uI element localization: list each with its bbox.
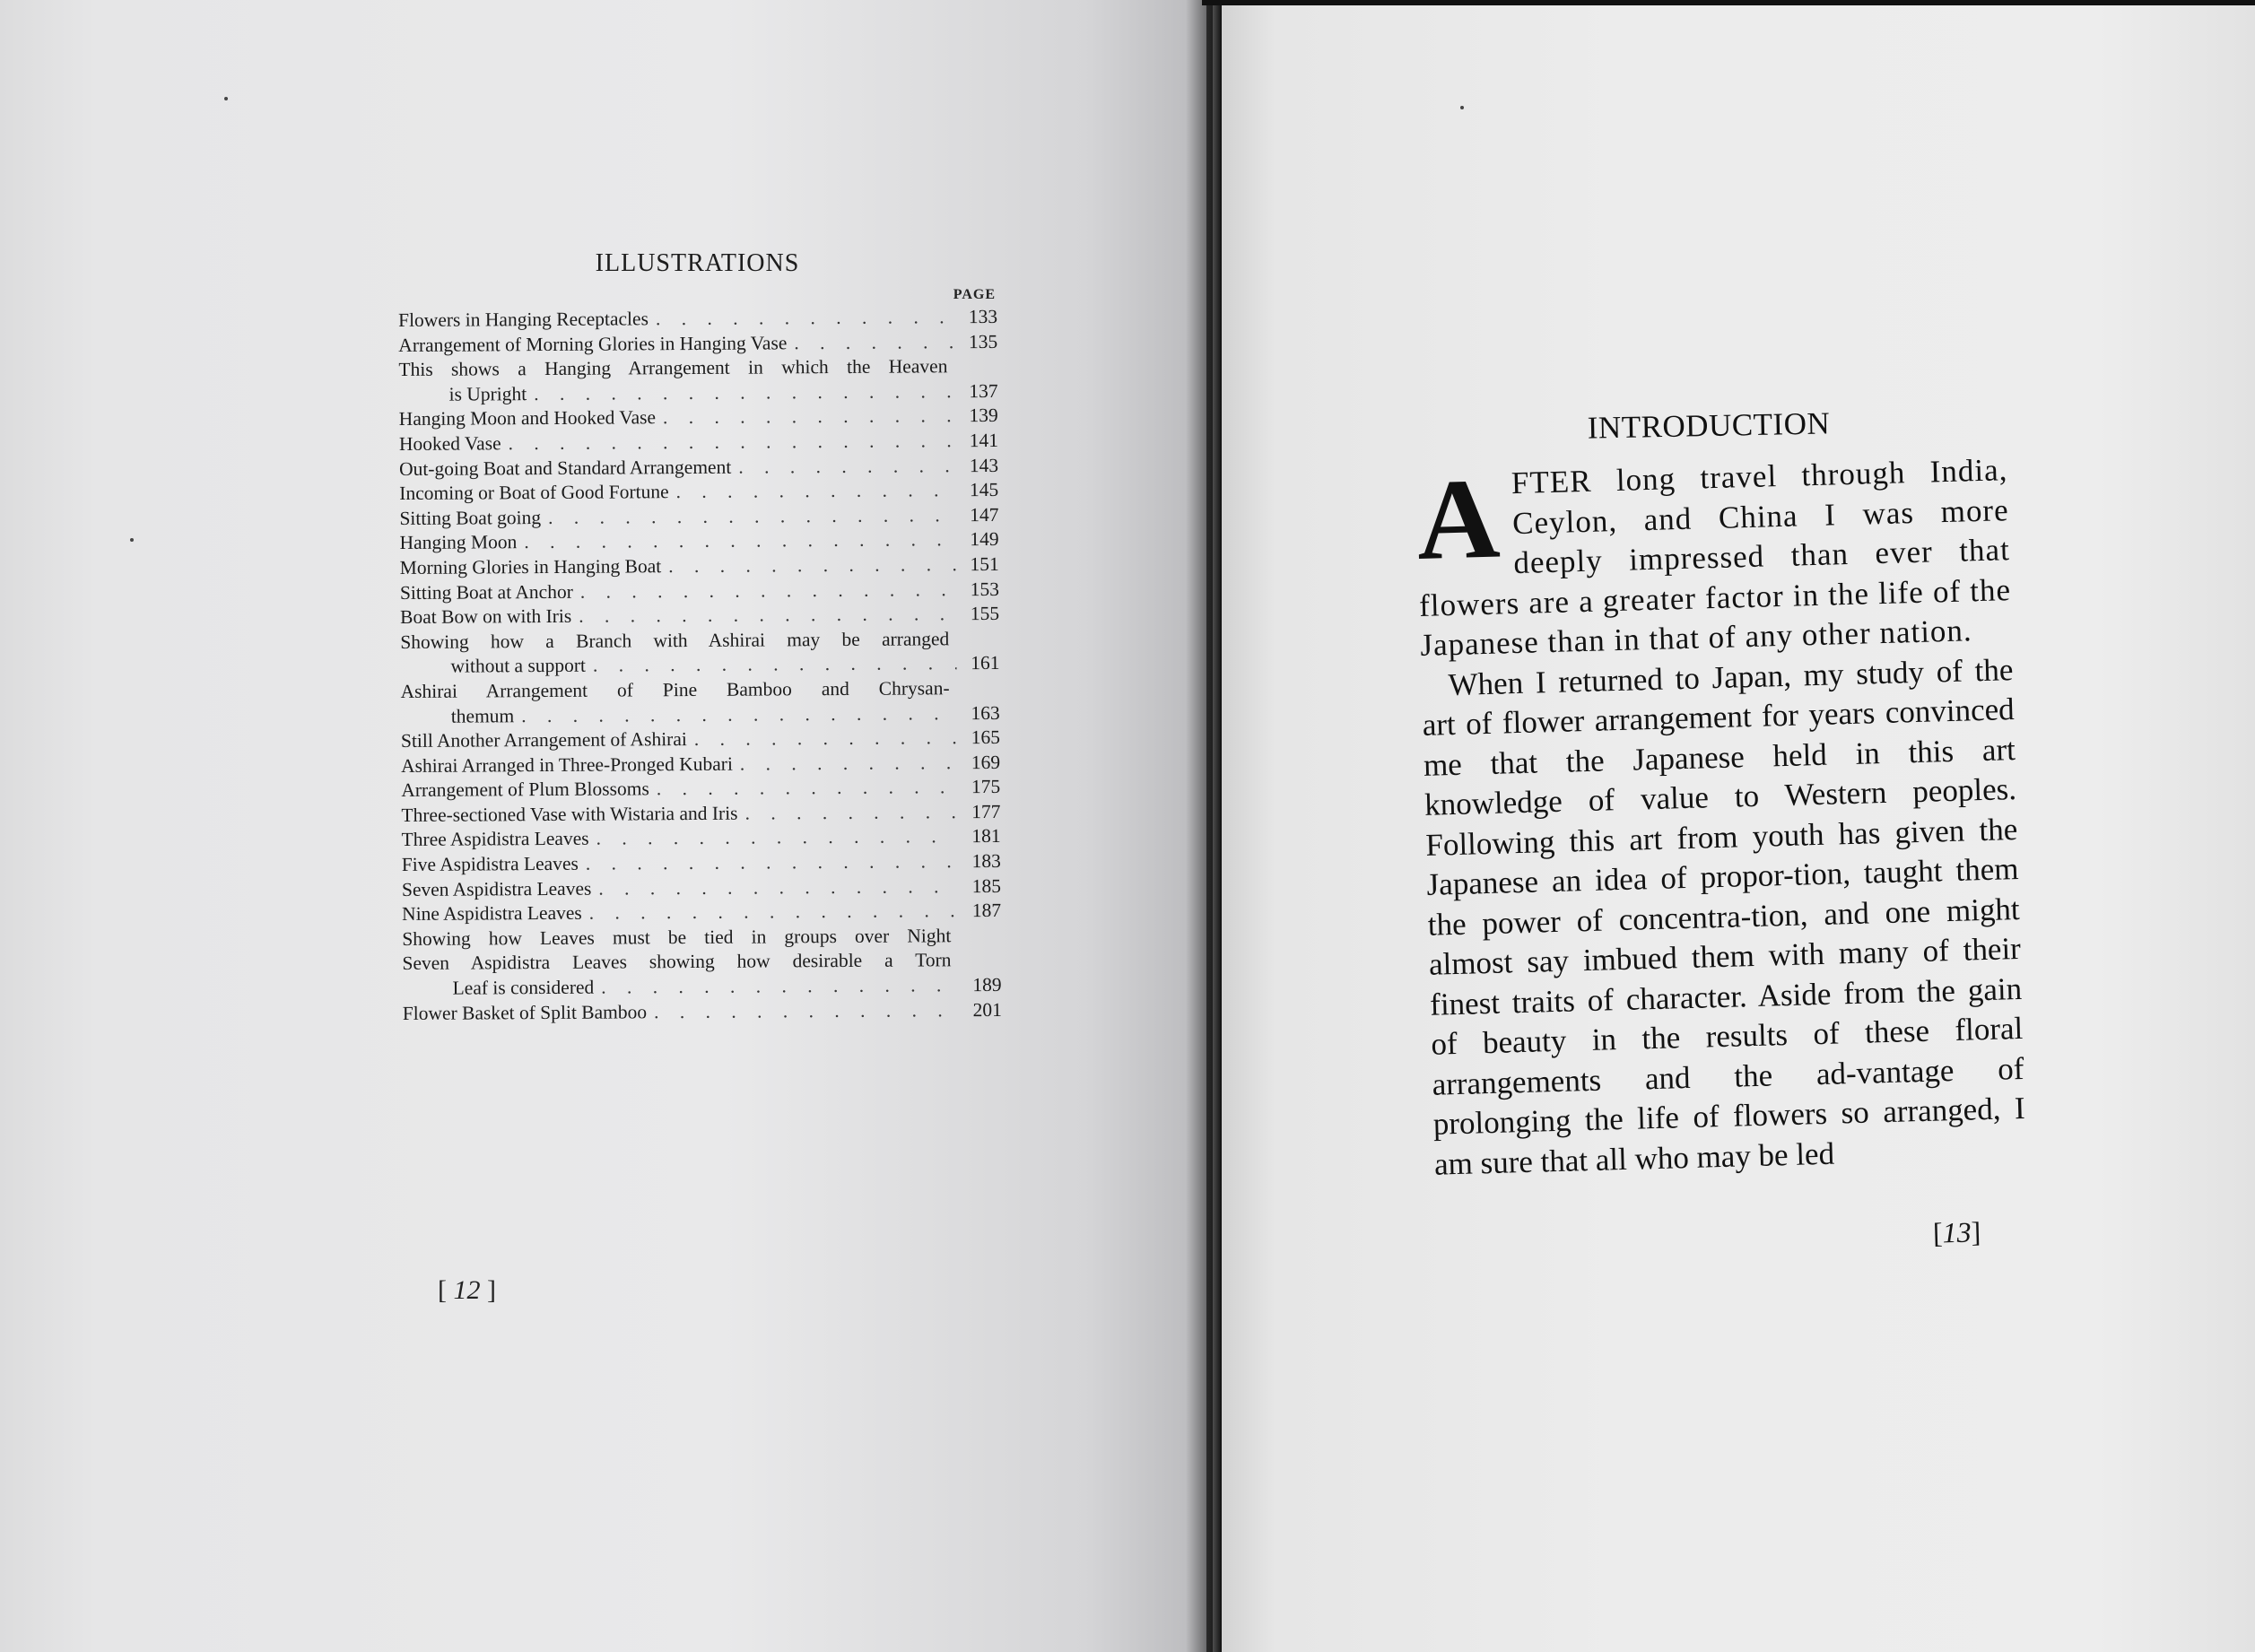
illustration-entry — [400, 627, 999, 656]
illustration-page-number: 181 — [971, 825, 1001, 848]
illustration-title: Five Aspidistra Leaves — [401, 852, 579, 876]
left-page-number: [ 12 ] — [438, 1275, 496, 1305]
introduction-paragraph-1 — [1415, 450, 2013, 665]
illustration-page-number: 153 — [970, 578, 999, 600]
illustration-entry — [401, 800, 1000, 829]
illustration-title: Showing how Leaves must be tied in groups over Night — [402, 925, 952, 950]
left-folio-number: 12 — [453, 1275, 481, 1305]
right-page-number: [13] — [1932, 1215, 1981, 1249]
illustration-title: Hanging Moon — [399, 531, 518, 554]
illustration-page-number: 175 — [971, 776, 1001, 798]
illustration-entry — [401, 726, 1000, 754]
illustration-title: Flower Basket of Split Bamboo — [402, 1000, 648, 1024]
illustration-page-number: 147 — [970, 503, 999, 526]
illustration-title: Out-going Boat and Standard Arrangement — [399, 456, 732, 480]
illustration-title: Ashirai Arrangement of Pine Bamboo and Chrysan- — [400, 677, 950, 702]
illustration-title: Seven Aspidistra Leaves — [401, 877, 592, 900]
illustration-entry — [400, 527, 999, 556]
illustration-title: Flowers in Hanging Receptacles — [398, 308, 649, 331]
book-gutter — [1186, 0, 1222, 1652]
illustration-entry — [402, 824, 1001, 853]
illustration-entry — [399, 503, 998, 532]
paper-speck — [1460, 106, 1464, 109]
illustration-page-number: 135 — [968, 330, 998, 352]
illustration-page-number: 183 — [971, 849, 1001, 873]
page-edge-shadow — [1202, 0, 2255, 5]
illustration-title: Incoming or Boat of Good Fortune — [399, 481, 669, 505]
illustration-title: Ashirai Arranged in Three-Pronged Kubari — [401, 752, 733, 777]
page-column-label: PAGE — [953, 287, 996, 302]
leader-dots — [588, 825, 957, 852]
illustration-entry — [400, 552, 999, 581]
illustration-page-number: 141 — [969, 429, 998, 452]
leader-dots — [737, 800, 957, 826]
leader-dots — [649, 305, 954, 332]
illustration-page-number: 185 — [971, 874, 1002, 897]
introduction-paragraph-2: When I returned to Japan, my study of the art of flower arrangement for years convinced me that the Japanese held in this art knowledge of value to Western peoples. Following this art from youth has given the Japanese an idea of propor-tion, taught them the power of concentra-tion, and one might almost say imbued them with many of their finest traits of character. Aside from the gain of beauty in the results of these floral arrangements and the ad-vantage of prolonging the life of flowers so arranged, I am sure that all who may be led — [1422, 651, 2026, 1182]
illustration-title: Hanging Moon and Hooked Vase — [398, 406, 657, 430]
drop-cap: A — [1415, 454, 1502, 584]
illustration-title: Arrangement of Plum Blossoms — [401, 778, 649, 802]
illustration-title: Hooked Vase — [398, 432, 501, 455]
leader-dots — [573, 578, 956, 604]
illustration-title: Seven Aspidistra Leaves showing how desirable a Torn — [402, 949, 952, 975]
leader-dots — [733, 751, 957, 777]
illustration-entry — [398, 330, 997, 359]
leader-dots — [579, 849, 958, 876]
paper-speck — [224, 97, 228, 100]
illustration-title: Arrangement of Morning Glories in Hanging Vase — [398, 331, 788, 356]
illustration-page-number: 177 — [971, 800, 1001, 822]
illustration-entry — [402, 849, 1001, 878]
paragraph-1-text: FTER long travel through India, Ceylon, and China I was more deeply impressed than ever that flowers are a greater factor in the life of the Japanese than in that of any other nation. — [1418, 452, 2012, 663]
illustration-page-number: 165 — [971, 726, 1001, 749]
illustration-page-number: 189 — [972, 973, 1002, 996]
introduction-heading: INTRODUCTION — [1587, 405, 1831, 446]
paper-speck — [130, 538, 134, 542]
leader-dots — [787, 330, 954, 356]
leader-dots — [541, 503, 955, 530]
leader-dots — [582, 899, 959, 926]
illustration-entry — [401, 775, 1000, 804]
illustration-title: Boat Bow on with Iris — [400, 604, 572, 629]
illustration-title: Still Another Arrangement of Ashirai — [400, 728, 687, 752]
illustration-page-number: 137 — [969, 379, 998, 402]
illustration-page-number: 155 — [970, 603, 1000, 625]
illustration-entry — [399, 478, 998, 507]
leader-dots — [501, 429, 955, 456]
illustration-title: Leaf is considered — [452, 976, 595, 999]
illustration-page-number: 133 — [968, 305, 998, 328]
leader-dots — [731, 454, 955, 480]
leader-dots — [571, 602, 956, 629]
illustration-page-number: 187 — [971, 900, 1002, 922]
illustration-title: Sitting Boat at Anchor — [399, 580, 573, 604]
illustration-entry — [400, 602, 999, 630]
illustration-title: Three-sectioned Vase with Wistaria and Iris — [401, 802, 738, 826]
leader-dots — [656, 404, 955, 431]
illustration-entry — [402, 874, 1001, 903]
leader-dots — [586, 652, 957, 679]
illustration-title: Nine Aspidistra Leaves — [402, 902, 582, 926]
illustration-title: Three Aspidistra Leaves — [401, 828, 589, 851]
illustration-entry — [402, 948, 1001, 977]
leader-dots — [649, 775, 958, 802]
illustration-entry — [401, 676, 1000, 705]
leader-dots — [517, 528, 955, 556]
illustration-title: is Upright — [448, 382, 527, 405]
illustration-entry — [402, 899, 1001, 927]
illustration-title: without a support — [450, 655, 587, 677]
leader-dots — [669, 478, 956, 505]
illustration-entry — [401, 751, 1000, 779]
illustration-page-number: 201 — [972, 998, 1002, 1021]
illustrations-heading: ILLUSTRATIONS — [595, 249, 800, 277]
introduction-body — [1415, 450, 2026, 1185]
illustration-page-number: 169 — [971, 751, 1001, 773]
leader-dots — [594, 973, 959, 1000]
illustration-entry — [401, 700, 1000, 729]
illustration-entry — [400, 577, 999, 605]
illustration-page-number: 161 — [971, 652, 1000, 674]
illustration-page-number: 163 — [971, 701, 1000, 724]
leader-dots — [591, 874, 958, 901]
illustration-title: Showing how a Branch with Ashirai may be arranged — [400, 627, 950, 653]
illustration-entry — [399, 429, 998, 457]
illustration-page-number: 143 — [969, 454, 999, 476]
illustration-entry — [399, 379, 998, 408]
illustration-entry — [400, 651, 999, 680]
right-folio-number: 13 — [1942, 1215, 1972, 1249]
illustration-page-number: 145 — [969, 479, 999, 501]
leader-dots — [527, 379, 955, 407]
illustration-title: Morning Glories in Hanging Boat — [399, 555, 662, 578]
illustration-page-number: 149 — [970, 528, 999, 551]
leader-dots — [514, 701, 957, 729]
illustration-entry — [403, 973, 1002, 1002]
illustration-entry — [399, 404, 998, 432]
illustration-page-number: 151 — [970, 552, 999, 576]
illustration-entry — [398, 305, 997, 334]
illustration-entry — [403, 998, 1002, 1027]
leader-dots — [661, 552, 956, 579]
illustration-entry — [402, 924, 1001, 952]
leader-dots — [647, 998, 959, 1025]
illustration-entry — [398, 354, 997, 383]
illustration-title: This shows a Hanging Arrangement in which the Heaven — [398, 355, 948, 381]
leader-dots — [687, 726, 957, 752]
illustration-entry — [399, 453, 998, 482]
illustration-page-number: 139 — [969, 404, 998, 427]
illustration-title: Sitting Boat going — [399, 506, 542, 529]
illustration-title: themum — [450, 704, 515, 727]
illustrations-list — [398, 305, 1002, 1026]
